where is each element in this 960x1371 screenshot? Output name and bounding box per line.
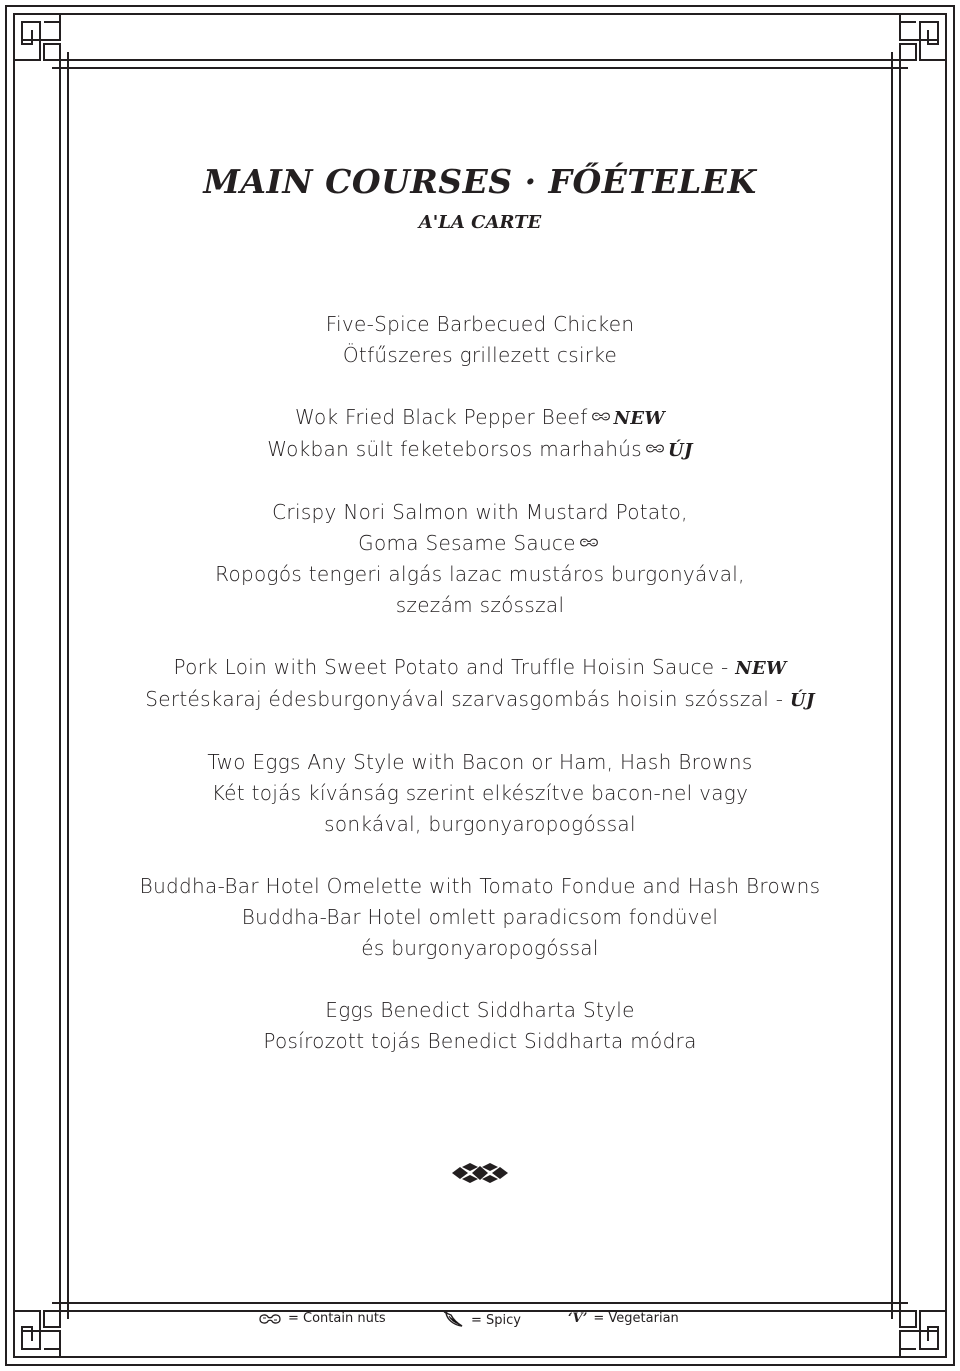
menu-item <box>0 309 960 371</box>
menu-item-line <box>0 871 960 902</box>
menu-item-text: sonkával, burgonyaropogóssal <box>324 812 636 836</box>
menu-item <box>0 402 960 466</box>
menu-item-text: Wokban sült feketeborsos marhahús <box>267 437 642 461</box>
vegetarian-mark: ‘V’ <box>568 1311 588 1326</box>
menu-item-line <box>0 528 960 559</box>
menu-item-line <box>0 747 960 778</box>
peanut-icon <box>579 537 599 548</box>
menu-item-line <box>0 340 960 371</box>
menu-item-text: Goma Sesame Sauce <box>358 531 576 555</box>
legend-nuts-label: = Contain nuts <box>288 1311 386 1326</box>
menu-item-line <box>0 809 960 840</box>
menu-item-line <box>0 497 960 528</box>
menu-item-line <box>0 1026 960 1057</box>
menu-item-line <box>0 778 960 809</box>
menu-item-line <box>0 995 960 1026</box>
menu-item <box>0 652 960 716</box>
menu-item-text: Wok Fried Black Pepper Beef <box>295 405 588 429</box>
menu-item-text: és burgonyaropogóssal <box>361 936 599 960</box>
page-title: MAIN COURSES · FŐÉTELEK <box>203 162 757 201</box>
peanut-icon <box>258 1313 282 1325</box>
chili-pepper-icon <box>443 1311 465 1329</box>
menu-item <box>0 497 960 621</box>
menu-item-text: Két tojás kívánság szerint elkészítve bacon-nel vagy <box>211 781 749 805</box>
menu-item <box>0 871 960 964</box>
menu-item-text: Two Eggs Any Style with Bacon or Ham, Hash Browns <box>207 750 753 774</box>
new-badge: NEW <box>613 408 665 429</box>
menu-item-text: Five-Spice Barbecued Chicken <box>325 312 635 336</box>
menu-item <box>0 995 960 1057</box>
menu-item-text: Buddha-Bar Hotel Omelette with Tomato Fondue and Hash Browns <box>139 874 821 898</box>
menu-item-text: Sertéskaraj édesburgonyával szarvasgombás hoisin szósszal - <box>145 687 784 711</box>
menu-item-text: Posírozott tojás Benedict Siddharta módra <box>263 1029 697 1053</box>
menu-item-text: Pork Loin with Sweet Potato and Truffle Hoisin Sauce - <box>173 655 729 679</box>
new-badge: ÚJ <box>789 690 815 711</box>
menu-item-line <box>0 902 960 933</box>
peanut-icon <box>645 443 665 454</box>
menu-item-line <box>0 402 960 434</box>
legend-nuts <box>258 1311 386 1326</box>
legend <box>0 1311 960 1333</box>
menu-item-line <box>0 933 960 964</box>
menu-item-text: Ropogós tengeri algás lazac mustáros burgonyával, <box>215 562 745 586</box>
menu-item <box>0 747 960 840</box>
menu-item-text: Crispy Nori Salmon with Mustard Potato, <box>272 500 688 524</box>
menu-item-text: Buddha-Bar Hotel omlett paradicsom fondüvel <box>241 905 719 929</box>
menu-item-line <box>0 434 960 466</box>
legend-vegetarian-label: = Vegetarian <box>593 1311 679 1326</box>
new-badge: ÚJ <box>667 440 693 461</box>
menu-item-line <box>0 590 960 621</box>
menu-item-line <box>0 684 960 716</box>
menu-item-text: Eggs Benedict Siddharta Style <box>325 998 635 1022</box>
legend-spicy-label: = Spicy <box>471 1312 521 1328</box>
new-badge: NEW <box>735 658 787 679</box>
diamond-ornament-icon <box>450 1163 510 1183</box>
menu-item-text: Ötfűszeres grillezett csirke <box>342 343 618 367</box>
menu-item-line <box>0 559 960 590</box>
page-subtitle: A'LA CARTE <box>418 212 542 233</box>
peanut-icon <box>591 411 611 422</box>
menu-item-line <box>0 652 960 684</box>
menu-item-list <box>0 309 960 1088</box>
legend-vegetarian <box>568 1311 679 1326</box>
menu-item-text: szezám szósszal <box>395 593 565 617</box>
legend-spicy <box>443 1311 521 1329</box>
menu-item-line <box>0 309 960 340</box>
